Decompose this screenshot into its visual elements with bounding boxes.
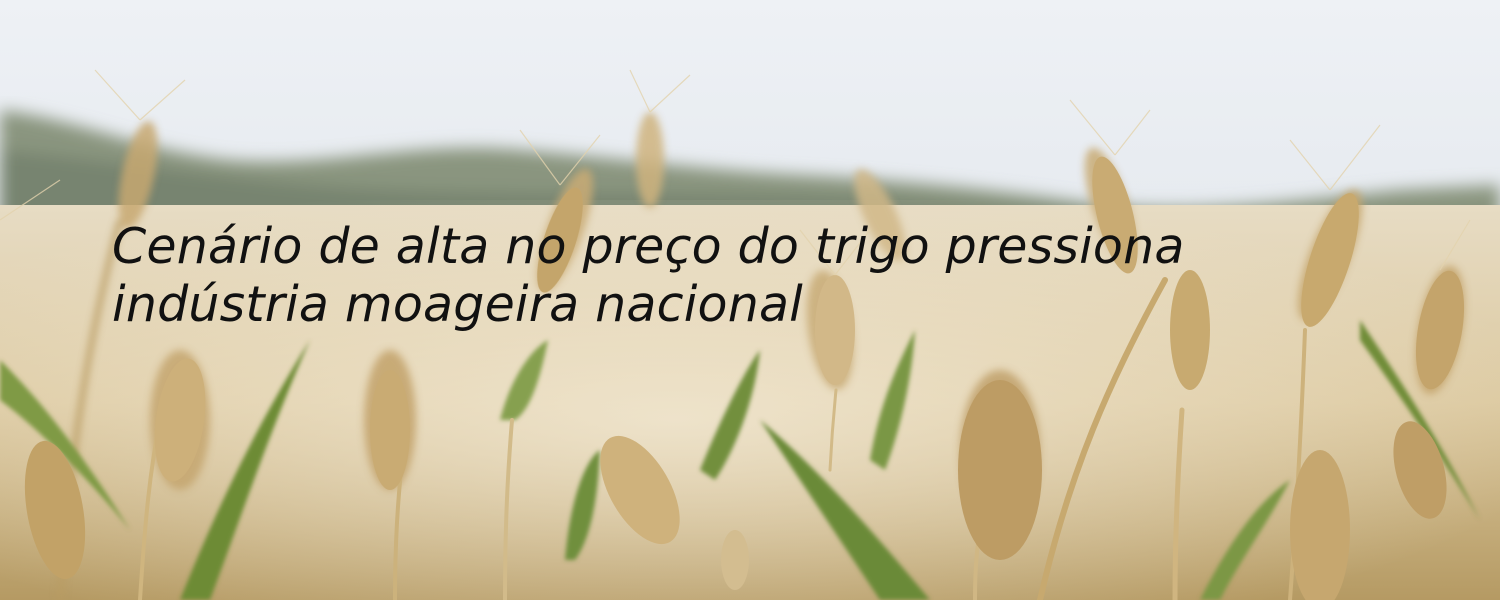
headline: [112, 218, 1312, 334]
headline-line-2: indústria moageira nacional: [112, 276, 803, 333]
headline-line-1: Cenário de alta no preço do trigo pressiona: [112, 218, 1185, 275]
